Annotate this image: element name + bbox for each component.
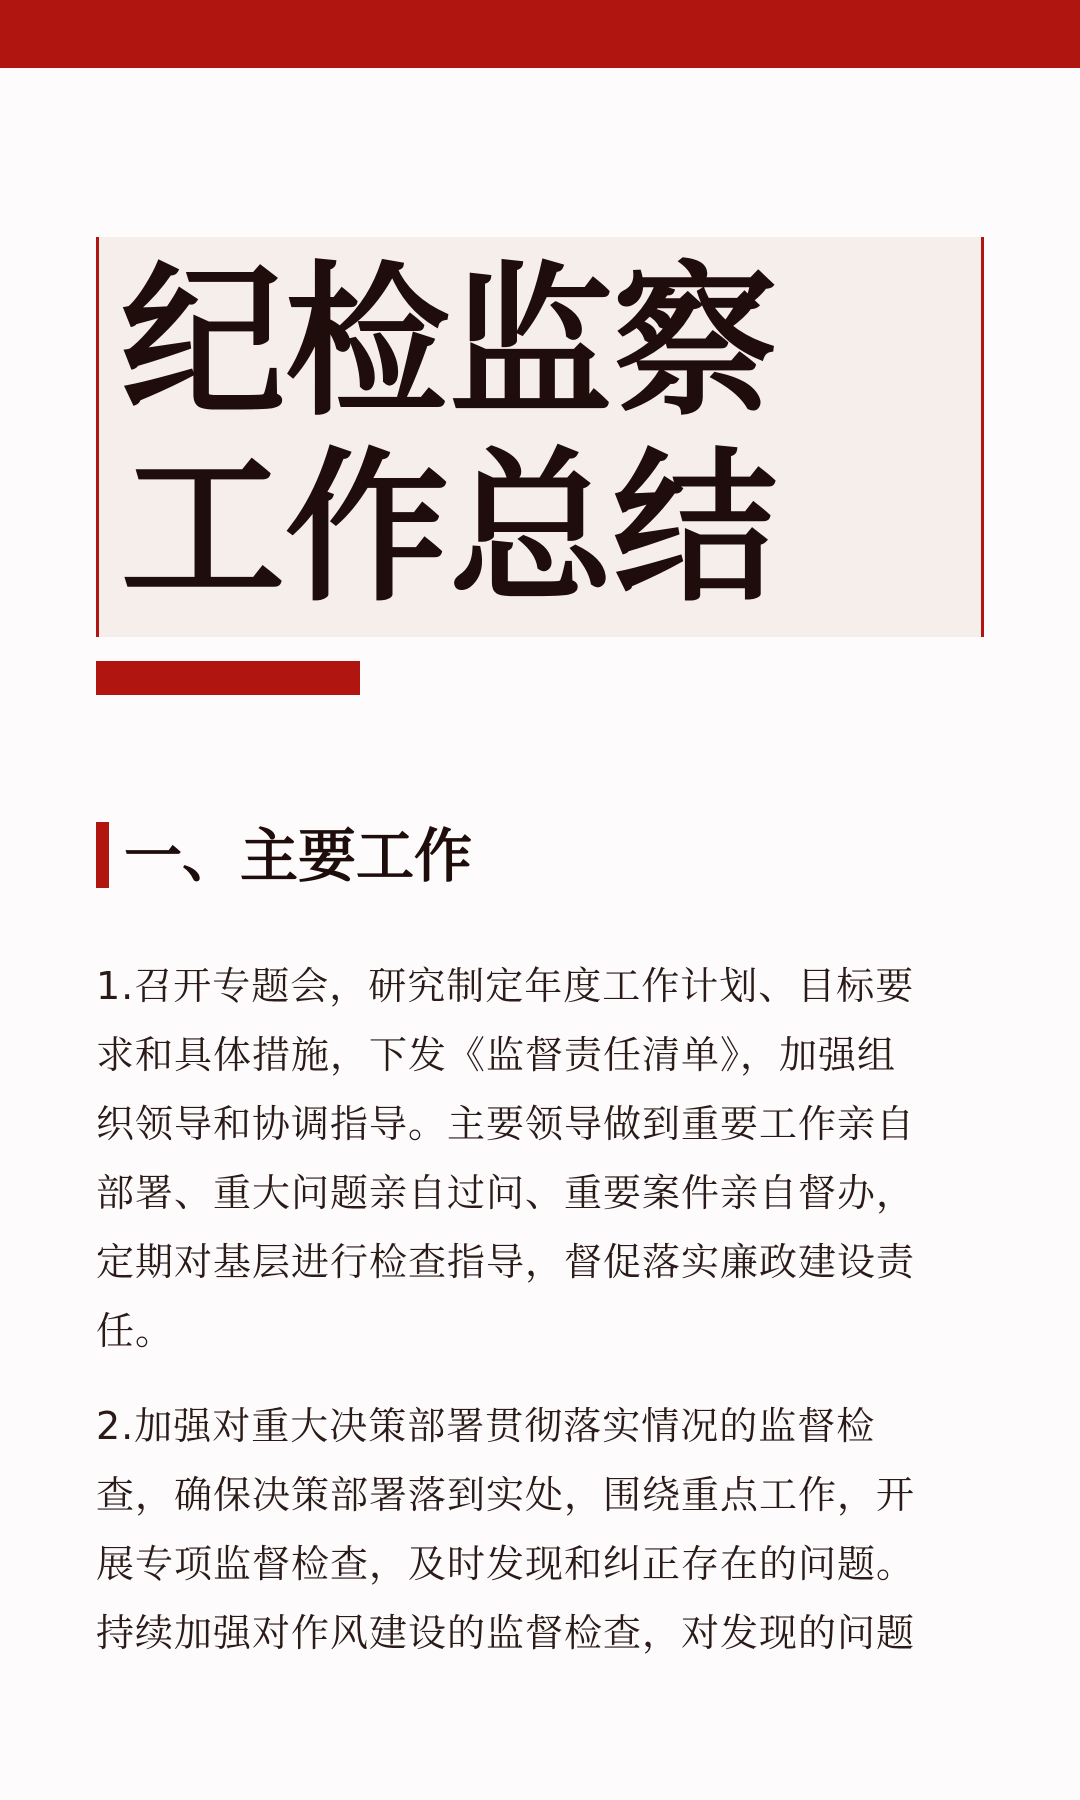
paragraph-line: 2.加强对重大决策部署贯彻落实情况的监督检 bbox=[96, 1404, 876, 1448]
title-line-2: 工作总结 bbox=[121, 433, 778, 624]
paragraph-line: 定期对基层进行检查指导，督促落实廉政建设责 bbox=[96, 1240, 916, 1284]
top-banner-bar bbox=[0, 0, 1080, 68]
title-block bbox=[96, 237, 984, 637]
paragraph-line: 部署、重大问题亲自过问、重要案件亲自督办， bbox=[96, 1171, 916, 1215]
section-heading: 一、主要工作 bbox=[124, 822, 473, 890]
paragraph-line: 查，确保决策部署落到实处，围绕重点工作，开 bbox=[96, 1473, 916, 1517]
paragraph-line: 求和具体措施，下发《监督责任清单》，加强组 bbox=[96, 1033, 897, 1077]
paragraph-2 bbox=[96, 1392, 986, 1668]
title-accent-bar bbox=[96, 661, 360, 695]
title-line-1: 纪检监察 bbox=[121, 247, 778, 438]
paragraph-1 bbox=[96, 952, 986, 1366]
paragraph-line: 1.召开专题会，研究制定年度工作计划、目标要 bbox=[96, 964, 915, 1008]
paragraph-line: 任。 bbox=[96, 1309, 175, 1353]
paragraph-line: 展专项监督检查，及时发现和纠正存在的问题。 bbox=[96, 1542, 916, 1586]
section-marker bbox=[96, 822, 109, 888]
paragraph-line: 织领导和协调指导。主要领导做到重要工作亲自 bbox=[96, 1102, 916, 1146]
paragraph-line: 持续加强对作风建设的监督检查，对发现的问题 bbox=[96, 1611, 916, 1655]
